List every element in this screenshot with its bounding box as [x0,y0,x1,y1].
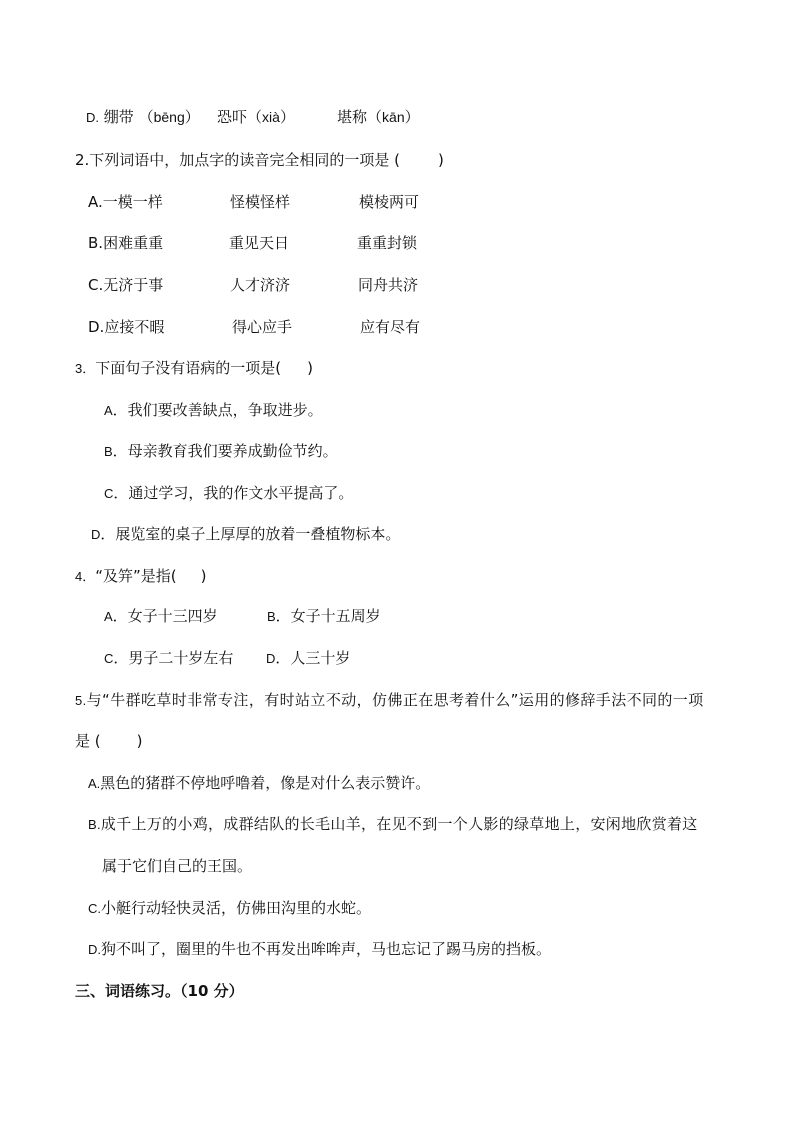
q3-option-a: A．我们要改善缺点，争取进步。 [104,401,323,419]
q2-c-word-3: 同舟共济 [358,276,419,294]
option-label: D. [86,110,99,125]
q1-d-item-3: 堪称（kān） [337,108,420,126]
q5-option-d: D.狗不叫了，圈里的牛也不再发出哞哞声，马也忘记了踢马房的挡板。 [88,940,552,958]
q2-d-word-3: 应有尽有 [360,318,421,336]
q2-b-word-2: 重见天日 [229,234,290,252]
q5-option-b-cont: 属于它们自己的王国。 [102,857,253,875]
q1-d-pinyin-1: bēng [153,109,185,125]
q1-d-pinyin-3: kān [382,109,405,125]
q4-option-a: A．女子十三四岁 [104,607,218,625]
q1-d-item-2: 恐吓（xià） [217,108,295,126]
q5-stem: 5.与“牛群吃草时非常专注，有时站立不动，仿佛正在思考着什么”运用的修辞手法不同的一项 [75,691,704,709]
q1-d-pinyin-2: xià [262,109,280,125]
q5-option-a: A.黑色的猪群不停地呼噜着，像是对什么表示赞许。 [88,774,431,792]
q2-stem-close: ) [437,151,444,169]
q1-option-d: D. 绷带 （bēng） [86,108,200,126]
q2-option-d: D.应接不暇 [88,318,165,336]
q2-option-c: C.无济于事 [88,276,164,294]
q5-option-c: C.小艇行动轻快灵活，仿佛田沟里的水蛇。 [88,899,372,917]
q3-option-b: B．母亲教育我们要养成勤俭节约。 [104,442,338,460]
q2-stem [75,150,444,170]
q4-option-d: D．人三十岁 [266,649,351,667]
q4-stem: 4．“及笄”是指( ) [75,567,207,585]
q1-d-word-3: 堪称 [337,108,368,126]
q5-stem-line2: 是 ( ) [75,732,143,750]
q4-option-c: C．男子二十岁左右 [104,649,234,667]
q2-stem-text: 2.下列词语中，加点字的读音完全相同的一项是 ( [75,151,400,169]
q3-option-d: D．展览室的桌子上厚厚的放着一叠植物标本。 [91,525,401,543]
q2-a-word-3: 模棱两可 [359,193,420,211]
q2-option-b: B.困难重重 [88,234,164,252]
q2-c-word-2: 人才济济 [230,276,291,294]
q5-option-b: B.成千上万的小鸡，成群结队的长毛山羊，在见不到一个人影的绿草地上，安闲地欣赏着这 [88,815,698,833]
section-3-heading: 三、词语练习。（10 分） [75,982,244,1000]
q2-d-word-2: 得心应手 [232,318,293,336]
q3-option-c: C．通过学习，我的作文水平提高了。 [104,484,354,502]
q4-option-b: B．女子十五周岁 [267,607,381,625]
q1-d-word-2: 恐吓 [217,108,248,126]
q2-b-word-3: 重重封锁 [357,234,418,252]
q2-a-word-2: 怪模怪样 [230,193,291,211]
q3-stem: 3．下面句子没有语病的一项是( ) [75,359,313,377]
q1-d-word-1: 绷带 [103,108,134,126]
q2-option-a: A.一模一样 [88,193,163,211]
